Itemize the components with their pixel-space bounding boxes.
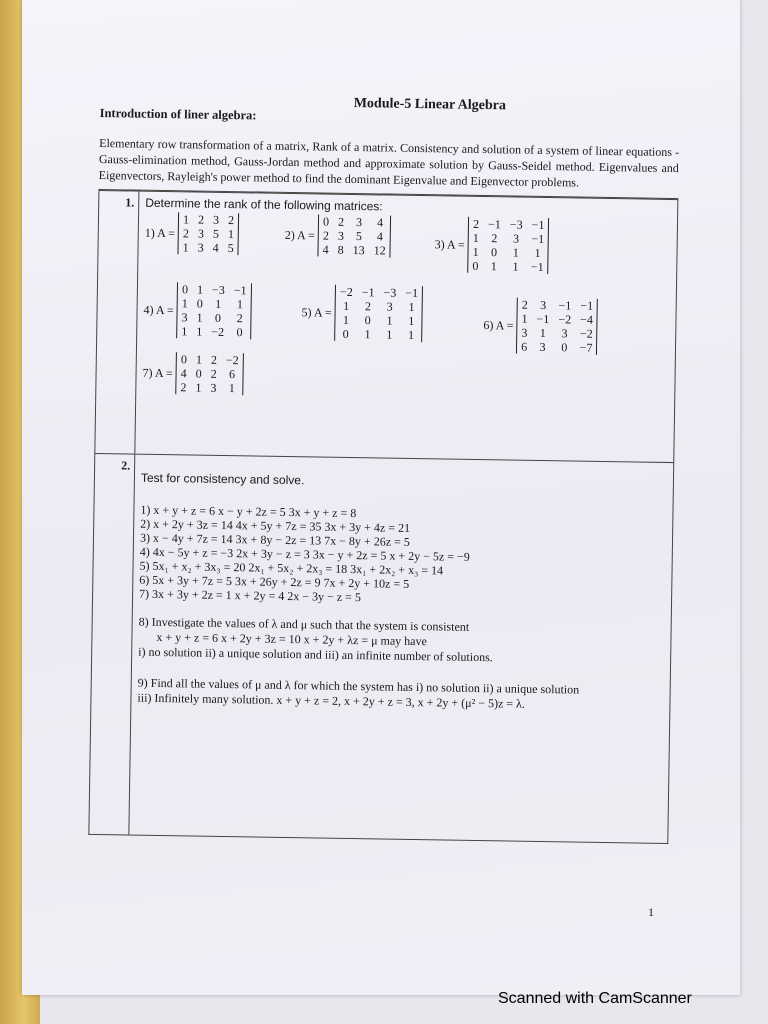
equation-line: 7) 3x + 3y + 2z = 1 x + 2y = 4 2x − 3y − z = 5 (139, 586, 362, 605)
matrix-cell: 0 (195, 366, 202, 381)
matrix-2 (284, 214, 391, 258)
question-9-line: 9) Find all the values of μ and λ for which the system has i) no solution ii) a unique solution (137, 675, 580, 697)
matrix-cell: 2 (210, 366, 217, 381)
matrix-label: 1) A = (144, 225, 176, 240)
question-2-row (88, 454, 674, 844)
matrix-grid (318, 214, 392, 257)
matrix-cell: −2 (579, 326, 593, 341)
matrix-cell: 4 (376, 215, 384, 230)
matrix-cell: 1 (521, 311, 528, 326)
matrix-cell: 2 (210, 352, 218, 367)
matrix-cell: −2 (558, 312, 572, 327)
matrix-grid (334, 285, 423, 342)
matrix-cell: 1 (181, 296, 188, 311)
matrix-cell: −3 (383, 285, 397, 300)
matrix-cell: 3 (355, 215, 363, 230)
matrix-3 (434, 216, 549, 274)
matrix-cell: 1 (364, 327, 371, 342)
question-9 (137, 676, 663, 714)
matrix-cell: 3 (197, 240, 204, 255)
matrix-6 (483, 297, 598, 355)
matrix-grid (178, 212, 240, 255)
matrix-cell: 1 (195, 380, 202, 395)
matrix-cell: 1 (512, 259, 519, 274)
matrix-cell: 1 (386, 327, 393, 342)
matrix-cell: 1 (196, 282, 204, 297)
matrix-cell: 2 (236, 311, 243, 326)
equation-line: 4) 4x − 5y + z = −3 2x + 3y − z = 3 3x − y + 2z = 5 x + 2y − 5z = −9 (139, 544, 470, 564)
questions-table (88, 189, 678, 844)
matrix-cell: 4 (180, 366, 187, 381)
matrix-4 (143, 282, 252, 340)
document-content (88, 92, 680, 844)
matrix-cell: 0 (342, 326, 349, 341)
matrix-cell: −4 (580, 312, 594, 327)
matrix-cell: 1 (196, 310, 203, 325)
equation-list (139, 503, 666, 609)
question-1-row (94, 190, 678, 463)
equation-line: 5) 5x₁ + x₂ + 3x₃ = 20 2x₁ + 5x₂ + 2x₃ = 18 3x₁ + 2x₂ + x₃ = 14 (139, 558, 444, 578)
matrix-cell: −1 (405, 285, 419, 301)
matrix-cell: 1 (472, 230, 479, 245)
page-number: 1 (648, 905, 654, 919)
matrix-cell: 6 (228, 367, 236, 382)
matrix-cell: 5 (212, 226, 220, 241)
matrix-cell: −1 (536, 311, 550, 327)
equation-line: 2) x + 2y + 3z = 14 4x + 5y + 7z = 35 3x + 3y + 4z = 21 (140, 516, 411, 535)
matrix-cell: 2 (228, 213, 235, 228)
question-8-line: i) no solution ii) a unique solution and iii) an infinite number of solutions. (138, 644, 493, 665)
intro-heading: Introduction of liner algebra: (99, 105, 257, 123)
matrix-cell: −3 (509, 217, 523, 232)
matrix-cell: 0 (196, 296, 203, 311)
matrix-label: 2) A = (284, 227, 316, 242)
matrix-cell: 0 (236, 325, 243, 340)
equation-line: 3) x − 4y + 7z = 14 3x + 8y − 2z = 13 7x − 8y + 26z = 5 (139, 530, 410, 549)
matrix-cell: 1 (342, 312, 350, 327)
matrix-label: 5) A = (301, 304, 332, 320)
matrix-cell: 1 (539, 325, 546, 341)
intro-text: Elementary row transformation of a matrix, Rank of a matrix. Consistency and solution of a system of linear equations - Gauss-elimination method, Gauss-Jordan method and approximate solution by Gauss-Seidel method. Eigenvalues and Eigenvectors, Rayleigh's power method to find the dominant Eigenvalue and Eigenvector problems. (98, 135, 680, 190)
question-2-body (137, 469, 667, 714)
matrix-cell: 3 (181, 310, 188, 325)
matrix-label: 7) A = (142, 365, 173, 380)
matrix-cell: 2 (364, 299, 372, 314)
matrix-cell: −1 (361, 285, 375, 300)
matrix-cell: 1 (512, 245, 519, 260)
matrix-cell: 3 (386, 299, 393, 314)
matrix-cell: 12 (373, 243, 386, 258)
question-2-heading: Test for consistency and solve. (140, 470, 305, 488)
matrix-cell: 0 (180, 352, 188, 367)
matrix-1 (144, 212, 239, 255)
question-8-line: 8) Investigate the values of λ and μ such that the system is consistent (138, 614, 470, 634)
matrix-cell: 1 (183, 212, 190, 227)
matrix-cell: 4 (376, 229, 383, 244)
question-number: 1. (95, 191, 139, 454)
matrix-cell: 2 (337, 214, 345, 229)
question-9-line: iii) Infinitely many solution. x + y + z = 2, x + 2y + z = 3, x + 2y + (μ² − 5)z = λ. (137, 690, 526, 711)
matrix-cell: 3 (210, 380, 217, 395)
matrix-cell: 3 (561, 326, 568, 341)
matrix-cell: −1 (530, 259, 544, 274)
matrix-cell: 2 (491, 231, 498, 246)
matrix-cell: 1 (534, 245, 541, 260)
matrix-cell: 1 (343, 298, 350, 313)
matrix-cell: 0 (490, 245, 498, 260)
matrix-cell: −1 (531, 231, 545, 246)
matrix-5 (301, 284, 423, 342)
matrix-cell: 1 (228, 381, 235, 396)
matrix-cell: 2 (198, 212, 205, 227)
matrix-cell: 1 (490, 259, 497, 274)
matrix-cell: 1 (181, 324, 188, 339)
matrix-cell: 3 (213, 212, 220, 227)
matrix-cell: −1 (233, 283, 247, 298)
matrix-cell: 0 (322, 214, 330, 229)
matrix-cell: 2 (472, 216, 480, 231)
matrix-grid (516, 298, 598, 355)
matrix-label: 3) A = (434, 236, 465, 252)
matrix-grid (467, 217, 549, 274)
matrix-7 (142, 352, 244, 396)
matrix-cell: 4 (322, 242, 329, 257)
matrix-cell: 0 (181, 282, 189, 297)
matrix-cell: −2 (211, 324, 225, 339)
matrix-cell: −1 (531, 217, 545, 232)
matrix-cell: 1 (182, 240, 189, 255)
matrix-cell: −1 (487, 217, 501, 232)
matrix-cell: 1 (408, 313, 415, 328)
matrix-cell: 1 (196, 324, 203, 339)
matrix-cell: 1 (195, 352, 203, 367)
matrix-cell: 3 (521, 325, 528, 340)
matrix-cell: 0 (561, 340, 568, 355)
matrix-cell: 3 (337, 228, 344, 243)
matrix-label: 4) A = (143, 302, 174, 317)
matrix-cell: 5 (227, 241, 234, 256)
matrix-cell: 1 (407, 327, 415, 342)
equation-line: 6) 5x + 3y + 7z = 5 3x + 26y + 2z = 9 7x + 2y + 10z = 5 (139, 572, 410, 591)
matrix-cell: −2 (339, 284, 353, 299)
question-8 (138, 615, 665, 668)
matrix-cell: 1 (215, 296, 222, 311)
question-1-body (142, 194, 671, 396)
matrix-cell: 0 (364, 313, 371, 328)
matrix-cell: 1 (386, 313, 393, 328)
question-8-line: x + y + z = 6 x + 2y + 3z = 10 x + 2y + λz = μ may have (156, 629, 427, 649)
matrix-cell: 1 (408, 299, 415, 314)
matrix-cell: 0 (472, 258, 479, 273)
question-number: 2. (89, 454, 135, 835)
question-1-heading: Determine the rank of the following matrices: (145, 195, 383, 214)
matrix-cell: 6 (521, 339, 528, 354)
matrix-cell: 2 (180, 380, 187, 395)
matrix-cell: 2 (521, 297, 528, 312)
matrix-cell: 2 (322, 228, 329, 243)
matrix-cell: 2 (182, 226, 190, 241)
matrix-cell: −2 (225, 353, 239, 368)
matrix-cell: 0 (214, 310, 222, 325)
matrix-grid (176, 282, 251, 339)
matrix-cell: 1 (227, 227, 235, 242)
matrix-cell: 3 (512, 231, 520, 246)
matrix-cell: 1 (472, 244, 479, 259)
matrix-cell: −3 (211, 282, 225, 297)
matrix-cell: 3 (539, 339, 546, 355)
matrix-cell: 1 (236, 297, 244, 312)
matrix-cell: 13 (352, 242, 365, 258)
scanner-watermark: Scanned with CamScanner (498, 990, 692, 1007)
matrix-cell: 5 (355, 229, 362, 244)
matrix-cell: 3 (197, 226, 205, 241)
matrix-cell: 3 (540, 297, 547, 313)
matrix-cell: 8 (337, 242, 344, 257)
matrix-cell: −1 (580, 298, 594, 313)
matrix-cell: 4 (212, 240, 219, 255)
matrix-label: 6) A = (483, 317, 514, 333)
matrix-cell: −7 (579, 340, 593, 355)
page-title: Module-5 Linear Algebra (353, 95, 507, 114)
equation-line: 1) x + y + z = 6 x − y + 2z = 5 3x + y + z = 8 (140, 502, 357, 521)
matrix-cell: −1 (558, 298, 572, 313)
matrix-grid (175, 352, 243, 395)
